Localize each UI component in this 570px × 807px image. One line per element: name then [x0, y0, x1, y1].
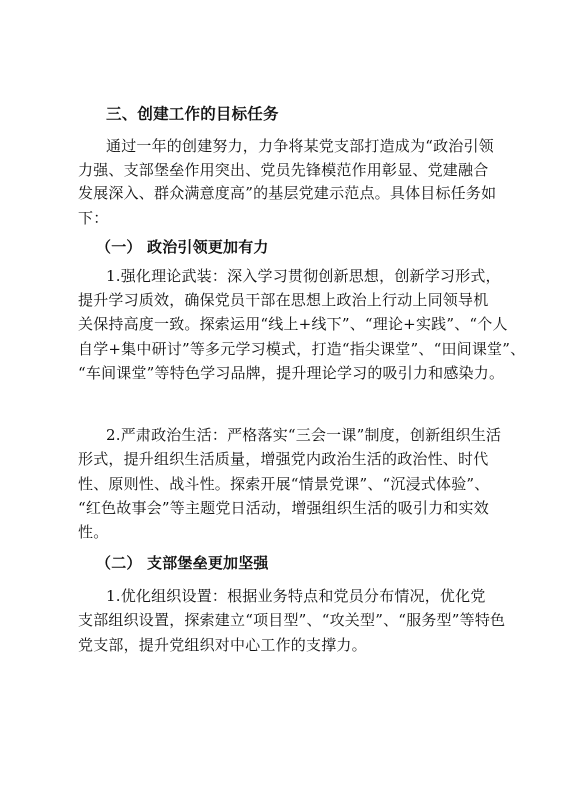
item1-line-1: 1.强化理论武装：深入学习贯彻创新思想，创新学习形式， [106, 267, 501, 285]
subsection-heading-1: （一） 政治引领更加有力 [96, 238, 269, 256]
subsection-heading-2: （二） 支部堡垒更加坚强 [96, 554, 269, 572]
item2-line-5: 性。 [78, 523, 109, 541]
item3-line-1: 1.优化组织设置：根据业务特点和党员分布情况，优化党 [106, 587, 486, 605]
intro-line-1: 通过一年的创建努力，力争将某党支部打造成为“政治引领 [106, 137, 494, 155]
intro-line-2: 力强、支部堡垒作用突出、党员先锋模范作用彰显、党建融合 [78, 161, 489, 179]
item2-line-3: 性、原则性、战斗性。探索开展“情景党课”、“沉浸式体验”、 [78, 475, 490, 493]
item3-line-3: 党支部，提升党组织对中心工作的支撑力。 [78, 636, 367, 654]
item1-line-5: “车间课堂”等特色学习品牌，提升理论学习的吸引力和感染力。 [78, 364, 505, 382]
item1-line-3: 关保持高度一致。探索运用“线上+线下”、“理论+实践”、“个人 [78, 315, 508, 333]
section-heading: 三、创建工作的目标任务 [106, 105, 279, 123]
intro-line-3: 发展深入、群众满意度高”的基层党建示范点。具体目标任务如 [78, 184, 497, 202]
intro-line-4: 下： [78, 209, 109, 227]
item2-line-1: 2.严肃政治生活：严格落实“三会一课”制度，创新组织生活 [106, 426, 502, 444]
item2-line-4: “红色故事会”等主题党日活动，增强组织生活的吸引力和实效 [78, 499, 489, 517]
item3-line-2: 支部组织设置，探索建立“项目型”、“攻关型”、“服务型”等特色 [78, 611, 506, 629]
item1-line-2: 提升学习质效，确保党员干部在思想上政治上行动上同领导机 [78, 291, 489, 309]
item2-line-2: 形式，提升组织生活质量，增强党内政治生活的政治性、时代 [78, 450, 489, 468]
item1-line-4: 自学+集中研讨”等多元学习模式，打造“指尖课堂”、“田间课堂”、 [78, 340, 526, 358]
